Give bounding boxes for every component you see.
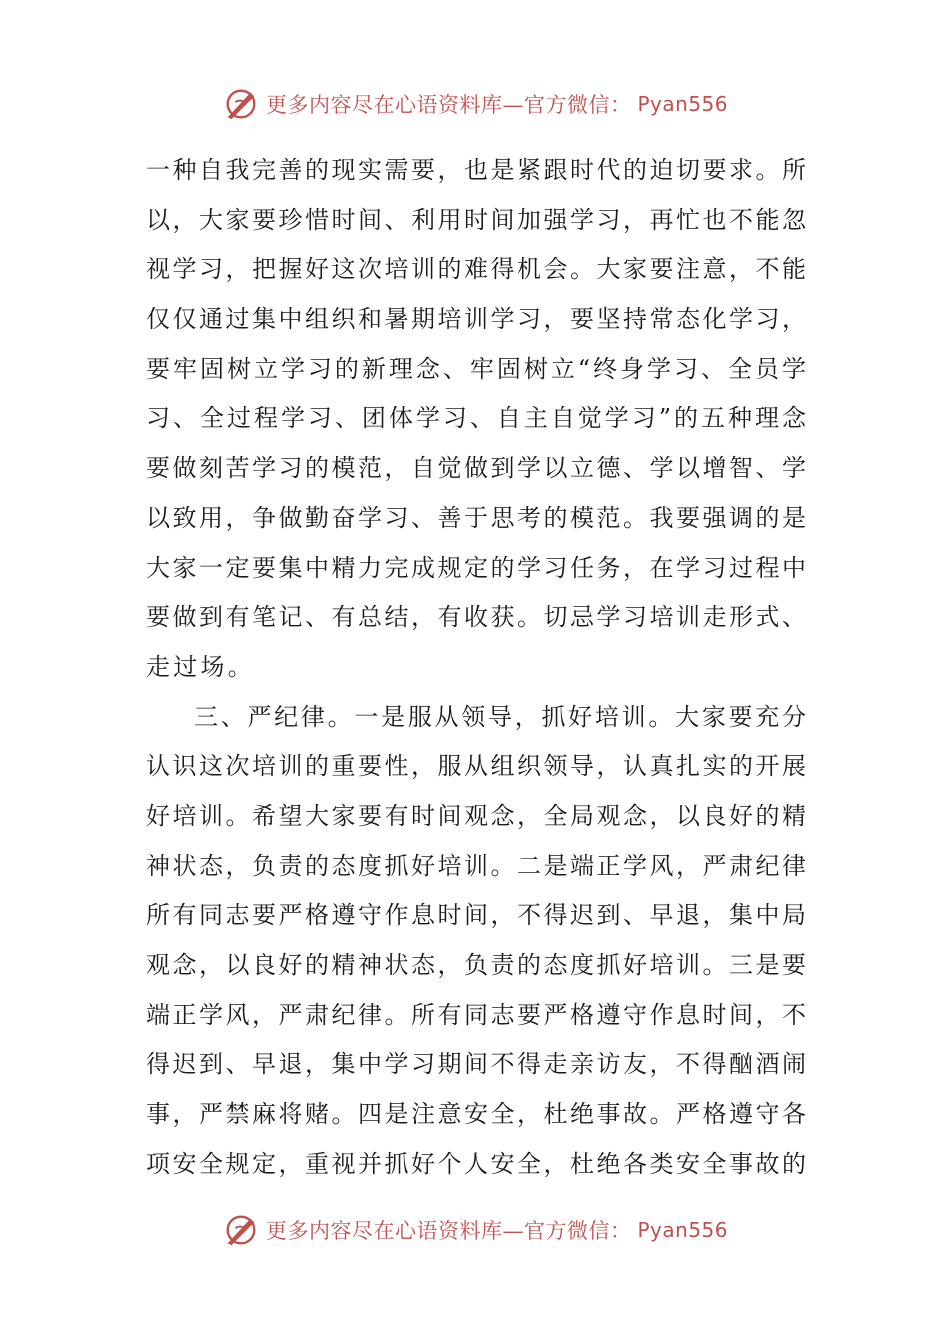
pen-logo-icon [222, 85, 260, 123]
text-line: 视学习，把握好这次培训的难得机会。大家要注意，不能 [146, 255, 806, 284]
text-line: 走过场。 [146, 652, 255, 681]
text-line: 项安全规定，重视并抓好个人安全，杜绝各类安全事故的 [146, 1149, 806, 1178]
text-line: 以，大家要珍惜时间、利用时间加强学习，再忙也不能忽 [146, 205, 806, 234]
text-line: 大家一定要集中精力完成规定的学习任务，在学习过程中 [146, 553, 806, 582]
text-line: 一种自我完善的现实需要，也是紧跟时代的迫切要求。所 [146, 156, 806, 184]
header-banner [0, 82, 950, 126]
pen-logo-icon [222, 1211, 260, 1249]
section-heading-line: 三、严纪律。一是服从领导，抓好培训。大家要充分 [194, 702, 806, 731]
wechat-id: Pyan556 [637, 92, 728, 116]
text-line: 神状态，负责的态度抓好培训。二是端正学风，严肃纪律 [146, 851, 806, 880]
text-line: 事，严禁麻将赌。四是注意安全，杜绝事故。严格遵守各 [146, 1100, 806, 1129]
text-line: 要做刻苦学习的模范，自觉做到学以立德、学以增智、学 [146, 454, 806, 483]
text-line: 习、全过程学习、团体学习、自主自觉学习”的五种理念 [146, 404, 806, 433]
document-body [146, 146, 806, 1189]
banner-text: 更多内容尽在心语资料库—官方微信： [265, 93, 632, 117]
text-line: 以致用，争做勤奋学习、善于思考的模范。我要强调的是 [146, 503, 806, 532]
text-line: 认识这次培训的重要性，服从组织领导，认真扎实的开展 [146, 752, 806, 781]
text-line: 观念，以良好的精神状态，负责的态度抓好培训。三是要 [146, 951, 806, 979]
text-line: 仅仅通过集中组织和暑期培训学习，要坚持常态化学习， [146, 305, 806, 334]
banner-text: 更多内容尽在心语资料库—官方微信： [265, 1219, 632, 1243]
text-line: 好培训。希望大家要有时间观念，全局观念，以良好的精 [146, 801, 806, 830]
text-line: 得迟到、早退，集中学习期间不得走亲访友，不得酗酒闹 [146, 1050, 806, 1079]
footer-banner [0, 1208, 950, 1252]
text-line: 端正学风，严肃纪律。所有同志要严格遵守作息时间，不 [146, 1000, 806, 1029]
text-line: 要牢固树立学习的新理念、牢固树立“终身学习、全员学 [146, 354, 806, 383]
text-line: 要做到有笔记、有总结，有收获。切忌学习培训走形式、 [146, 603, 806, 632]
wechat-id: Pyan556 [637, 1218, 728, 1242]
text-line: 所有同志要严格遵守作息时间，不得迟到、早退，集中局 [146, 901, 806, 930]
